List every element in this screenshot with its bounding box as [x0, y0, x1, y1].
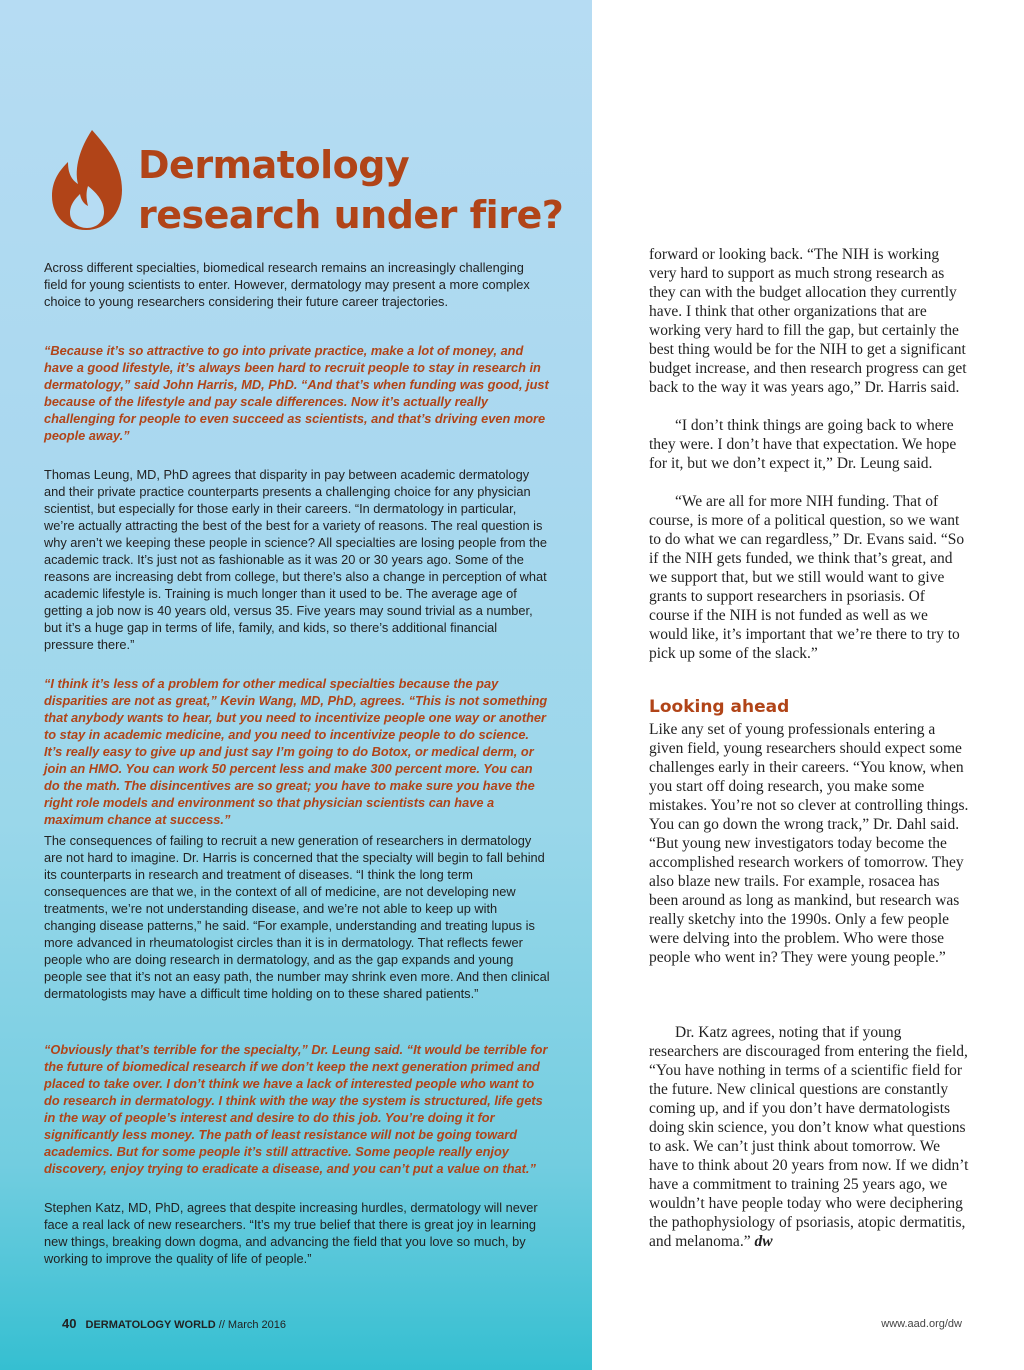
title-line-2: research under fire?: [138, 193, 564, 237]
body-paragraph: Stephen Katz, MD, PhD, agrees that despite increasing hurdles, dermatology will never face a real lack of new researchers. “It’s my true belief that there is great joy in learning new things, breaking down dogma, and advancing the field that you love so much, by working to improve the quality of life of people.”: [44, 1200, 538, 1266]
closing-text: Dr. Katz agrees, noting that if young researchers are discouraged from entering the field, “You have nothing in terms of a scientific field for the future. New clinical questions are constantly coming up, and if you don’t have dermatologists doing skin science, you don’t know what questions to ask. We can’t just think about tomorrow. We have to think about 20 years from now. If we didn’t have a commitment to training 25 years ago, we wouldn’t have people today who were deciphering the pathophysiology of psoriasis, atopic dermatitis, and melanoma.”: [649, 1024, 969, 1250]
page-title: [138, 140, 578, 240]
body-paragraph: [649, 492, 969, 663]
title-line-1: Dermatology: [138, 143, 410, 187]
pull-quote: “Because it’s so attractive to go into private practice, make a lot of money, and have a good lifestyle, it’s always been hard to recruit people to stay in research in dermatology,” said John Harris, MD, PhD. “And that’s when funding was good, just because of the lifestyle and pay scale differences. Now it’s actually really challenging for people to even succeed as scientists, and that’s driving even more people away.”: [44, 343, 549, 443]
pull-quote: “Obviously that’s terrible for the specialty,” Dr. Leung said. “It would be terrible for the future of biomedical research if we don’t keep the next generation primed and placed to take over. I don’t think we have a lack of interested people who want to do research in dermatology. I think with the way the system is structured, life gets in the way of people’s interest and desire to do this job. You’re doing it for significantly less money. The path of least resistance will not be going toward academics. But for some people it’s still attractive. Some people really enjoy discovery, enjoy trying to eradicate a disease, and you can’t put a value on that.”: [44, 1042, 548, 1176]
body-paragraph: Thomas Leung, MD, PhD agrees that disparity in pay between academic dermatology and their private practice counterparts presents a challenging choice for any physician scientist, but especially for those early in their careers. “In dermatology in particular, we’re actually attracting the best of the best for a variety of reasons. The real question is why aren’t we keeping these people in science? All specialties are losing people from the academic track. It’s just not as fashionable as it was 20 or 30 years ago. Some of the reasons are increasing debt from college, but there’s also a change in perception of what academic lifestyle is. Training is much longer than it used to be. The average age of getting a job now is 40 years old, versus 35. Five years may sound trivial as a number, but it’s a huge gap in terms of life, family, and kids, so there’s additional financial pressure there.”: [44, 467, 547, 652]
section-heading: Looking ahead: [649, 697, 790, 717]
body-paragraph: Across different specialties, biomedical research remains an increasingly challenging field for young scientists to enter. However, dermatology may present a more complex choice to young researchers considering their future career trajectories.: [44, 260, 530, 309]
body-paragraph: [649, 416, 969, 473]
issue-date: // March 2016: [218, 1319, 287, 1331]
magazine-name: DERMATOLOGY WORLD: [85, 1319, 216, 1331]
footer-folio: [62, 1316, 286, 1331]
flame-icon: [48, 128, 128, 232]
body-paragraph: [649, 1023, 969, 1251]
footer-url: www.aad.org/dw: [881, 1318, 962, 1330]
body-paragraph: forward or looking back. “The NIH is working very hard to support as much strong research as they can with the budget allocation they currently have. I think that other organizations that are working very hard to fill the gap, but certainly the best thing would be for the NIH to get a significant budget increase, and then research progress can get back to the way it was years ago,” Dr. Harris said.: [649, 246, 967, 396]
body-paragraph: Like any set of young professionals entering a given field, young researchers should expect some challenges early in their careers. “You know, when you start off doing research, you make some mistakes. You’re not so clever at controlling things. You can go down the wrong track,” Dr. Dahl said. “But young new investigators today become the accomplished research workers of tomorrow. They also blaze new trails. For example, rosacea has been around as long as mankind, but research was really sketchy into the 1990s. Only a few people were delving into the problem. Who were those people who went in? They were young people.”: [649, 721, 969, 966]
body-paragraph: The consequences of failing to recruit a new generation of researchers in dermatology are not hard to imagine. Dr. Harris is concerned that the specialty will begin to fall behind its counterparts in research and treatment of diseases. “I think the long term consequences are that we, in the context of all of medicine, are not developing new treatments, we’re not understanding disease, and we’re not able to keep up with changing disease patterns,” he said. “For example, understanding and treating lupus is more advanced in rheumatologist circles than it is in dermatology. That reflects fewer people who are doing research in dermatology, and as the gap expands and young people see that it’s not an easy path, the number may shrink even more. And then clinical dermatologists may have a difficult time holding on to these shared patients.”: [44, 833, 550, 1001]
page-number: 40: [62, 1316, 77, 1331]
indented-text: “I don’t think things are going back to where they were. I don’t have that expectation. We hope for it, but we don’t expect it,” Dr. Leung said.: [649, 417, 957, 472]
signoff-mark: dw: [754, 1233, 773, 1250]
indented-text: “We are all for more NIH funding. That of course, is more of a political question, so we want to do what we can regardless,” Dr. Evans said. “So if the NIH gets funded, we think that’s great, and we support that, but we still would want to give grants to support researchers in psoriasis. Of course if the NIH is not funded as well as we would like, it’s important that we’re there to try to pick up some of the slack.”: [649, 493, 965, 662]
pull-quote: “I think it’s less of a problem for other medical specialties because the pay disparities are not as great,” Kevin Wang, MD, PhD, agrees. “This is not something that anybody wants to hear, but you need to incentivize people one way or another to stay in academic medicine, and you need to incentivize people to do science. It’s really easy to give up and just say I’m going to do Botox, or medical derm, or join an HMO. You can work 50 percent less and make 300 percent more. You can do the math. The disincentives are so great; you have to make sure you have the right role models and environment so that physician scientists can have a maximum chance at success.”: [44, 676, 548, 827]
indented-text: [649, 1023, 969, 1251]
